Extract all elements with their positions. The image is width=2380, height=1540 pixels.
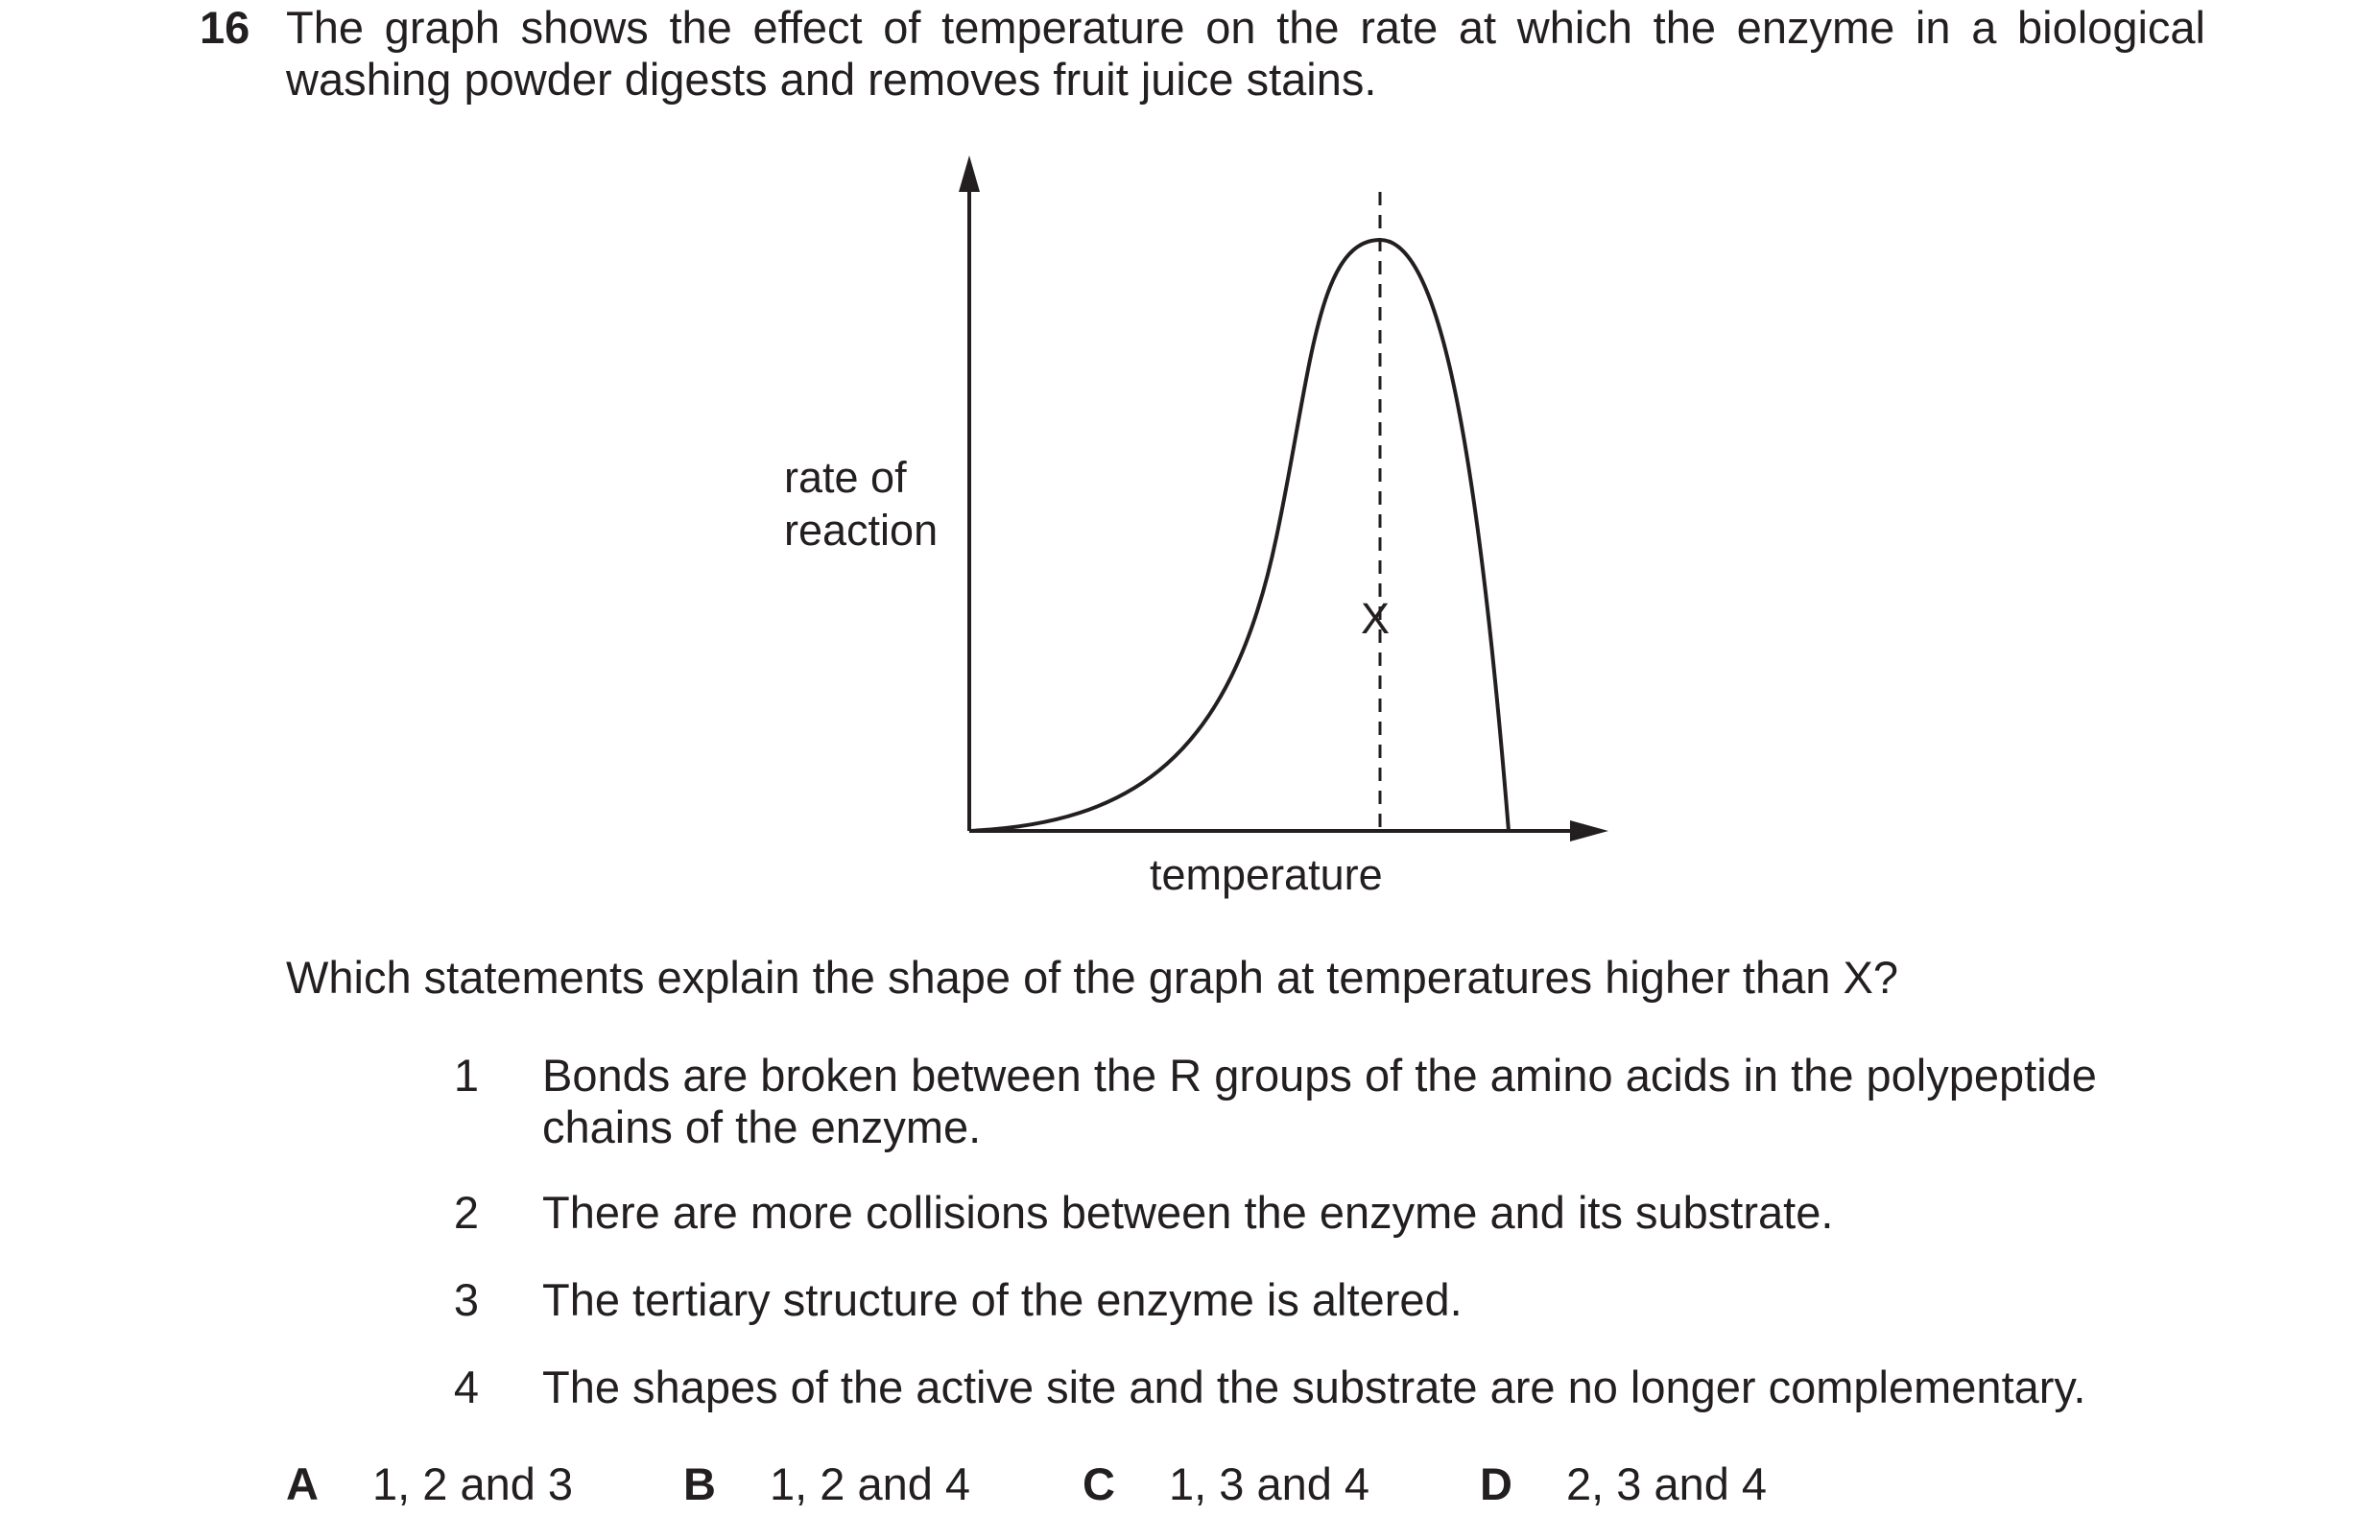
statement-text: The tertiary structure of the enzyme is altered.	[542, 1274, 1463, 1325]
statement-text: There are more collisions between the enzyme and its substrate.	[542, 1187, 1834, 1238]
option-c-letter: C	[1083, 1458, 1115, 1509]
option-c-text: 1, 3 and 4	[1169, 1458, 1370, 1509]
option-d-letter: D	[1480, 1458, 1512, 1509]
y-axis-label-line1: rate of	[784, 453, 907, 502]
y-axis-arrowhead	[959, 155, 980, 192]
x-axis-label: temperature	[1150, 850, 1383, 899]
y-axis-label-line2: reaction	[784, 506, 939, 555]
statement-number: 1	[453, 1050, 480, 1101]
statement-text: The shapes of the active site and the substrate are no longer complementary.	[542, 1362, 2086, 1412]
statement-number: 2	[453, 1187, 480, 1238]
option-b-text: 1, 2 and 4	[770, 1458, 971, 1509]
option-b-letter: B	[683, 1458, 716, 1509]
rate-curve	[969, 240, 1509, 831]
option-a-text: 1, 2 and 3	[372, 1458, 574, 1509]
question-prompt: Which statements explain the shape of the graph at temperatures higher than X?	[286, 952, 1898, 1003]
question-stem: The graph shows the effect of temperature on the rate at which the enzyme in a biological washing powder digests and removes fruit juice stains.	[286, 2, 2205, 105]
statement-number: 4	[453, 1362, 480, 1412]
question-number: 16	[200, 2, 250, 53]
statement-number: 3	[453, 1274, 480, 1325]
option-d-text: 2, 3 and 4	[1566, 1458, 1768, 1509]
y-axis-label	[784, 451, 938, 557]
option-a-letter: A	[286, 1458, 319, 1509]
statement-text: Bonds are broken between the R groups of the amino acids in the polypeptide chains of the enzyme.	[542, 1050, 2097, 1152]
marker-x-label: X	[1361, 594, 1391, 643]
x-axis-arrowhead	[1570, 820, 1608, 841]
